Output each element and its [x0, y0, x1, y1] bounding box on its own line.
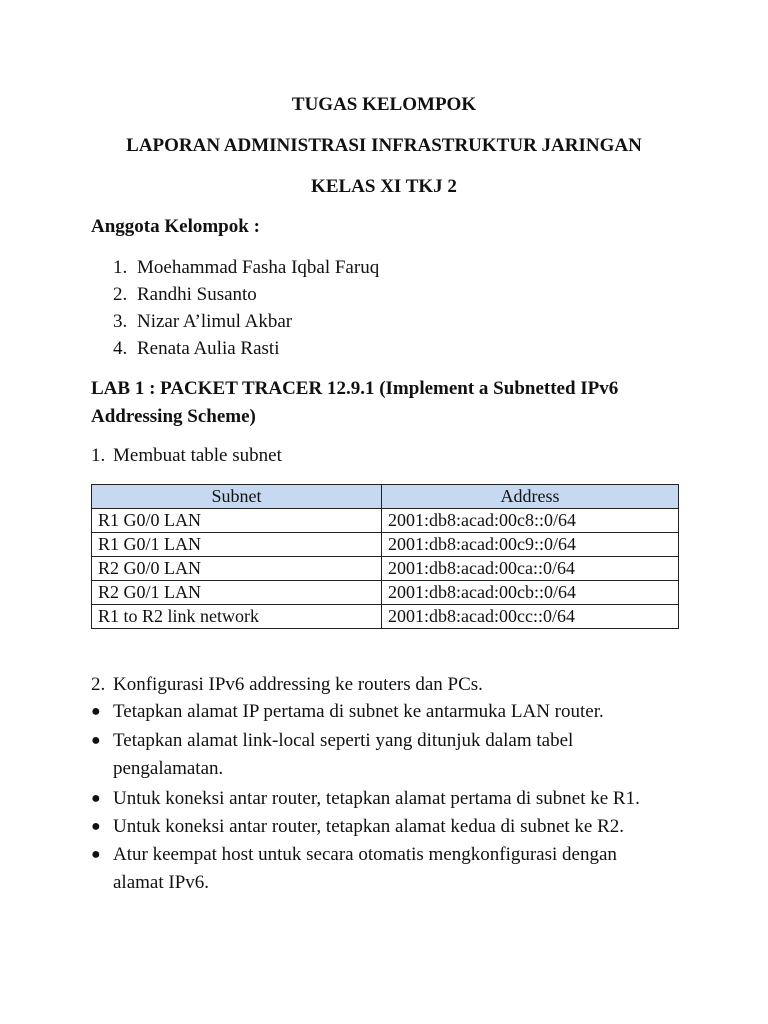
- member-item: [113, 310, 292, 334]
- subnet-cell: R1 to R2 link network: [92, 605, 382, 629]
- bullet-item: [91, 785, 691, 813]
- lab-heading-line2: Addressing Scheme): [91, 406, 256, 427]
- member-name: Randhi Susanto: [137, 284, 257, 305]
- bullet-icon: ●: [91, 732, 101, 749]
- member-item: [113, 337, 279, 361]
- address-cell: 2001:db8:acad:00c8::0/64: [382, 509, 679, 533]
- bullet-icon: ●: [91, 703, 101, 720]
- step-2: [91, 673, 483, 697]
- bullet-text: Untuk koneksi antar router, tetapkan alamat kedua di subnet ke R2.: [113, 816, 625, 837]
- table-row: [92, 509, 679, 533]
- member-number: 2.: [113, 284, 128, 305]
- title-tugas-kelompok: TUGAS KELOMPOK: [291, 94, 477, 115]
- member-number: 4.: [113, 338, 128, 359]
- bullet-icon: ●: [91, 846, 101, 863]
- title-kelas: KELAS XI TKJ 2: [311, 176, 457, 197]
- member-name: Renata Aulia Rasti: [137, 338, 280, 359]
- address-cell: 2001:db8:acad:00cb::0/64: [382, 581, 679, 605]
- bullet-text: Tetapkan alamat IP pertama di subnet ke antarmuka LAN router.: [113, 701, 604, 722]
- subnet-cell: R2 G0/0 LAN: [92, 557, 382, 581]
- bullet-text: Tetapkan alamat link-local seperti yang ditunjuk dalam tabel pengalamatan.: [113, 730, 574, 779]
- bullet-item: [91, 727, 691, 783]
- step-number: 2.: [91, 674, 106, 695]
- address-cell: 2001:db8:acad:00c9::0/64: [382, 533, 679, 557]
- table-row: [92, 581, 679, 605]
- step-number: 1.: [91, 445, 106, 466]
- member-number: 3.: [113, 311, 128, 332]
- bullet-text: Atur keempat host untuk secara otomatis mengkonfigurasi dengan alamat IPv6.: [113, 844, 617, 893]
- table-row: [92, 533, 679, 557]
- subnet-cell: R1 G0/0 LAN: [92, 509, 382, 533]
- member-number: 1.: [113, 257, 128, 278]
- member-item: [113, 283, 257, 307]
- bullet-icon: ●: [91, 818, 101, 835]
- title-laporan: LAPORAN ADMINISTRASI INFRASTRUKTUR JARINGAN: [126, 135, 642, 156]
- members-heading: Anggota Kelompok :: [91, 216, 260, 237]
- bullet-text: Untuk koneksi antar router, tetapkan alamat pertama di subnet ke R1.: [113, 788, 640, 809]
- address-cell: 2001:db8:acad:00ca::0/64: [382, 557, 679, 581]
- bullet-icon: ●: [91, 790, 101, 807]
- step-1: [91, 444, 282, 468]
- lab-heading: [91, 375, 691, 431]
- step-text: Membuat table subnet: [113, 445, 282, 466]
- table-row: [92, 557, 679, 581]
- member-name: Nizar A’limul Akbar: [137, 311, 293, 332]
- bullet-item: [91, 813, 691, 841]
- step-text: Konfigurasi IPv6 addressing ke routers dan PCs.: [113, 674, 483, 695]
- table-row: [92, 605, 679, 629]
- subnet-cell: R2 G0/1 LAN: [92, 581, 382, 605]
- bullet-item: [91, 841, 691, 897]
- subnet-table: [91, 484, 679, 629]
- lab-heading-line1: LAB 1 : PACKET TRACER 12.9.1 (Implement a Subnetted IPv6: [91, 378, 619, 399]
- column-header-subnet: Subnet: [92, 485, 382, 509]
- table-header-row: [92, 485, 679, 509]
- address-cell: 2001:db8:acad:00cc::0/64: [382, 605, 679, 629]
- column-header-address: Address: [382, 485, 679, 509]
- bullet-item: [91, 698, 691, 726]
- subnet-cell: R1 G0/1 LAN: [92, 533, 382, 557]
- member-name: Moehammad Fasha Iqbal Faruq: [137, 257, 380, 278]
- member-item: [113, 256, 379, 280]
